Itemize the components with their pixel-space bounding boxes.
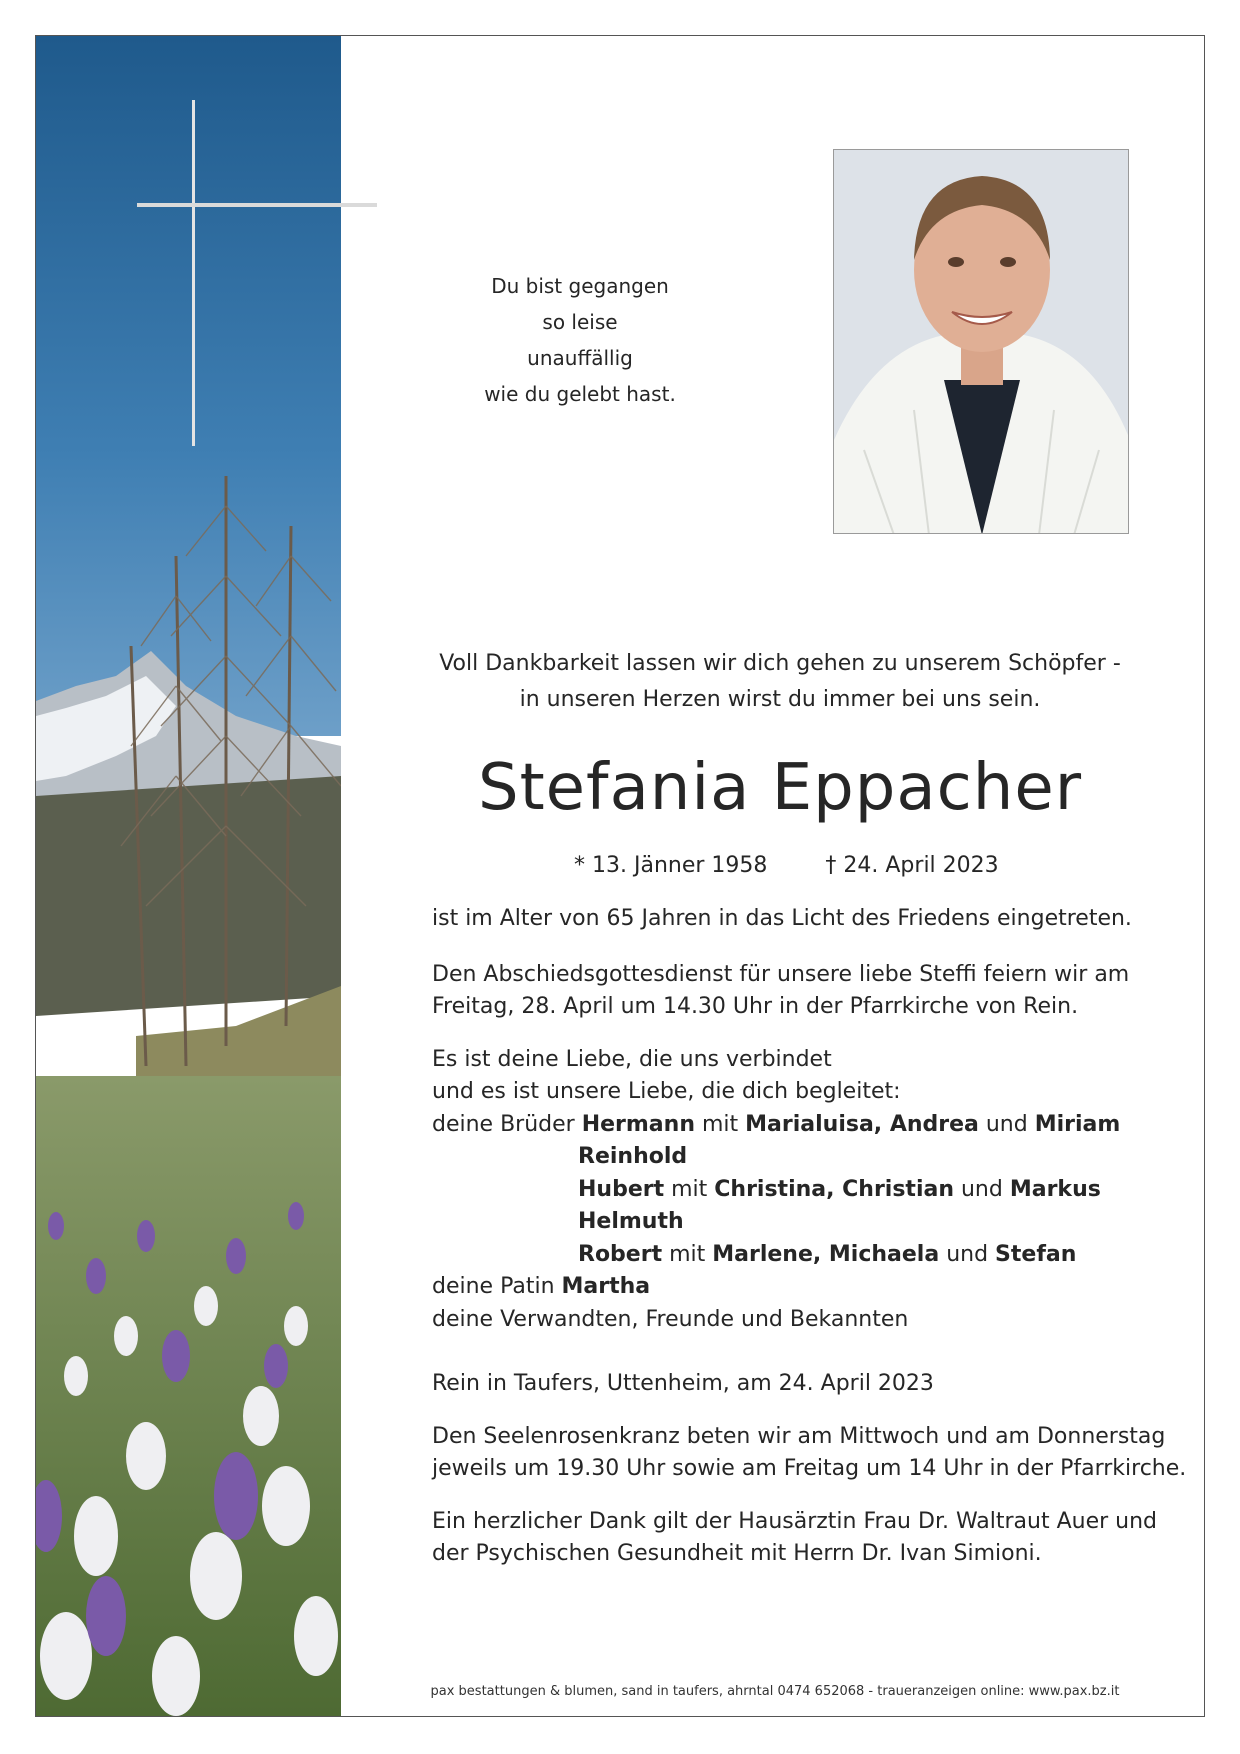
- rosary-line: Den Seelenrosenkranz beten wir am Mittwoch und am Donnerstag: [432, 1423, 1166, 1449]
- life-dates: [574, 849, 999, 883]
- footer-text: pax bestattungen & blumen, sand in taufers, ahrntal 0474 652068 - traueranzeigen online: www.pax.bz.it: [430, 1684, 1120, 1699]
- robert-family: Marlene, Michaela: [712, 1241, 940, 1267]
- notice-body: [432, 903, 1187, 1571]
- name-markus: Markus: [1009, 1176, 1101, 1202]
- mourners-line: und es ist unsere Liebe, die dich begleitet:: [432, 1079, 901, 1104]
- poem: [430, 268, 730, 412]
- patin-line: [432, 1271, 1162, 1304]
- name-hubert: Hubert: [578, 1176, 665, 1202]
- cross-arm-extension: [341, 203, 377, 207]
- thanks-line: der Psychischen Gesundheit mit Herrn Dr. Ivan Simioni.: [432, 1541, 1042, 1566]
- cross-vertical: [192, 100, 195, 446]
- intro-line: in unseren Herzen wirst du immer bei uns sein.: [519, 687, 1041, 712]
- mourners-line: Es ist deine Liebe, die uns verbindet: [432, 1046, 832, 1072]
- poem-line: wie du gelebt hast.: [484, 382, 676, 406]
- deceased-name: Stefania Eppacher: [477, 751, 1083, 825]
- relatives-line: deine Verwandten, Freunde und Bekannten: [432, 1306, 909, 1332]
- poem-line: so leise: [542, 310, 618, 334]
- hermann-family: Marialuisa, Andrea: [745, 1111, 979, 1137]
- connector: und: [939, 1241, 996, 1267]
- poem-line: unauffällig: [527, 346, 633, 370]
- name-martha: Martha: [561, 1274, 651, 1299]
- portrait-photo: [833, 149, 1129, 534]
- connector: mit: [662, 1241, 713, 1267]
- connector: mit: [694, 1111, 746, 1137]
- hubert-family: Christina, Christian: [714, 1176, 954, 1202]
- thanks-line: Ein herzlicher Dank gilt der Hausärztin Frau Dr. Waltraut Auer und: [432, 1508, 1158, 1534]
- name-robert: Robert: [578, 1241, 663, 1267]
- brother-line: [432, 1141, 1162, 1174]
- landscape-image: [36, 36, 341, 1716]
- name-hermann: Hermann: [581, 1111, 695, 1137]
- brothers-prefix: deine Brüder: [432, 1111, 582, 1137]
- age-line: ist im Alter von 65 Jahren in das Licht des Friedens eingetreten.: [432, 906, 1132, 931]
- service-line: Den Abschiedsgottesdienst für unsere liebe Steffi feiern wir am: [432, 961, 1130, 987]
- birth-date: * 13. Jänner 1958: [574, 853, 768, 878]
- brother-line: [432, 1239, 1162, 1272]
- place-date: Rein in Taufers, Uttenheim, am 24. April 2023: [432, 1371, 934, 1396]
- service-line: Freitag, 28. April um 14.30 Uhr in der Pfarrkirche von Rein.: [432, 994, 1079, 1019]
- connector: mit: [664, 1176, 715, 1202]
- name-miriam: Miriam: [1034, 1111, 1121, 1137]
- brother-line: [432, 1206, 1162, 1239]
- rosary-line: jeweils um 19.30 Uhr sowie am Freitag um 14 Uhr in der Pfarrkirche.: [432, 1456, 1187, 1481]
- cross-horizontal: [137, 203, 341, 207]
- intro-text: [400, 646, 1160, 718]
- name-helmuth: Helmuth: [578, 1209, 684, 1234]
- brother-line: [432, 1174, 1162, 1207]
- intro-line: Voll Dankbarkeit lassen wir dich gehen zu unserem Schöpfer -: [439, 651, 1121, 676]
- connector: und: [954, 1176, 1010, 1202]
- connector: und: [978, 1111, 1035, 1137]
- patin-prefix: deine Patin: [432, 1274, 562, 1299]
- name-reinhold: Reinhold: [578, 1144, 688, 1169]
- brothers-line: [432, 1109, 1162, 1142]
- name-stefan: Stefan: [995, 1241, 1077, 1267]
- poem-line: Du bist gegangen: [491, 274, 669, 298]
- death-date: † 24. April 2023: [825, 853, 999, 878]
